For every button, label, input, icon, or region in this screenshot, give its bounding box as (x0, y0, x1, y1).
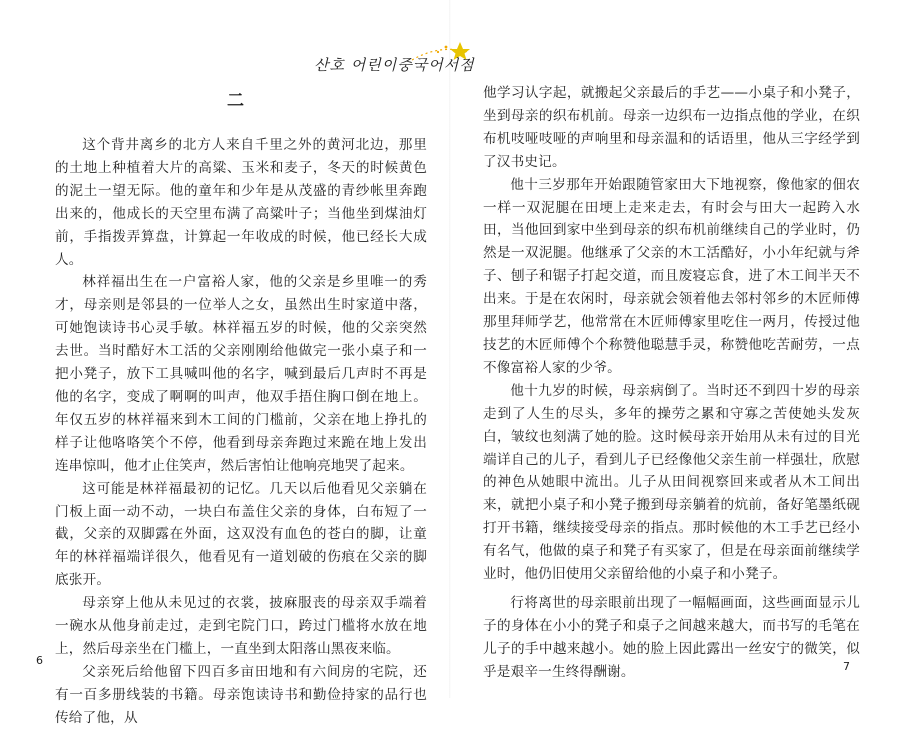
right-text-column (483, 82, 860, 684)
page-number-left: 6 (36, 654, 43, 667)
chapter-number: 二 (227, 91, 246, 111)
paragraph: 这个背井离乡的北方人来自千里之外的黄河北边，那里的土地上种植着大片的高粱、玉米和麦子，冬天的时候黄色的泥土一望无际。他的童年和少年是从茂盛的青纱帐里奔跑出来的，他成长的天空里布满了高粱叶子；当他坐到煤油灯前，手指拨弄算盘，计算起一年收成的时候，他已经长大成人。 (55, 137, 427, 268)
continued-paragraph: 他学习认字起，就搬起父亲最后的手艺——小桌子和小凳子，坐到母亲的织布机前。母亲一边织布一边指点他的学业，在织布机吱哑吱哑的声响里和母亲温和的话语里，他从三字经学到了汉书史记。 (483, 85, 860, 170)
page-number-right: 7 (843, 660, 850, 673)
publisher-logo (300, 38, 480, 88)
logo-text: 산호 어린이중국어서점 (314, 56, 475, 74)
paragraph: 林祥福出生在一户富裕人家，他的父亲是乡里唯一的秀才，母亲则是邻县的一位举人之女，虽然出生时家道中落，可她饱读诗书心灵手敏。林祥福五岁的时候，他的父亲突然去世。当时酷好木工活的父亲刚刚给他做完一张小桌子和一把小凳子，放下工具喊叫他的名字，喊到最后几声时不再是他的名字，变成了啊啊的叫声，他双手捂住胸口倒在地上。年仅五岁的林祥福来到木工间的门槛前，父亲在地上挣扎的样子让他咯咯笑个不停，他看到母亲奔跑过来跪在地上发出连串惊叫，他才止住笑声，然后害怕让他响亮地哭了起来。 (55, 274, 427, 474)
paragraph: 父亲死后给他留下四百多亩田地和有六间房的宅院，还有一百多册线装的书籍。母亲饱读诗书和勤俭持家的品行也传给了他，从 (55, 663, 427, 726)
paragraph: 行将离世的母亲眼前出现了一幅幅画面，这些画面显示儿子的身体在小小的凳子和桌子之间越来越大，而书写的毛笔在儿子的手中越来越小。她的脸上因此露出一丝安宁的微笑，似乎是艰辛一生终得酬谢。 (483, 594, 860, 680)
left-text-column (55, 134, 427, 730)
paragraph: 这可能是林祥福最初的记忆。几天以后他看见父亲躺在门板上面一动不动，一块白布盖住父亲的身体，白布短了一截，父亲的双脚露在外面，这双没有血色的苍白的脚，让童年的林祥福端详很久，他看见有一道划破的伤痕在父亲的脚底张开。 (55, 480, 427, 589)
paragraph: 母亲穿上他从未见过的衣裳，披麻服丧的母亲双手端着一碗水从他身前走过，走到宅院门口，跨过门槛将水放在地上，然后母亲坐在门槛上，一直坐到太阳落山黑夜来临。 (55, 595, 427, 657)
paragraph: 他十三岁那年开始跟随管家田大下地视察，像他家的佃农一样一双泥腿在田埂上走来走去，有时会与田大一起跨入水田，当他回到家中坐到母亲的织布机前继续自己的学业时，仍然是一双泥腿。他继承了父亲的木工活酷好，小小年纪就与斧子、刨子和锯子打起交道，而且废寝忘食，进了木工间半天不出来。于是在农闲时，母亲就会领着他去邻村邻乡的木匠师傅那里拜师学艺，他常常在木匠师傅家里吃住一两月，传授过他技艺的木匠师傅个个称赞他聪慧手灵，称赞他吃苦耐劳，一点不像富裕人家的少爷。 (483, 176, 860, 376)
paragraph: 他十九岁的时候，母亲病倒了。当时还不到四十岁的母亲走到了人生的尽头，多年的操劳之累和守寡之苦使她头发灰白，皱纹也刻满了她的脸。这时候母亲开始用从未有过的目光端详自己的儿子，看到儿子已经像他父亲生前一样强壮，欣慰的神色从她眼中流出。儿子从田间视察回来或者从木工间出来，就把小桌子和小凳子搬到母亲躺着的炕前，备好笔墨纸砚打开书籍，继续接受母亲的指点。那时候他的木工手艺已经小有名气，他做的桌子和凳子有买家了，但是在母亲面前继续学业时，他仍旧使用父亲留给他的小桌子和小凳子。 (483, 382, 860, 583)
book-spine (449, 0, 451, 698)
